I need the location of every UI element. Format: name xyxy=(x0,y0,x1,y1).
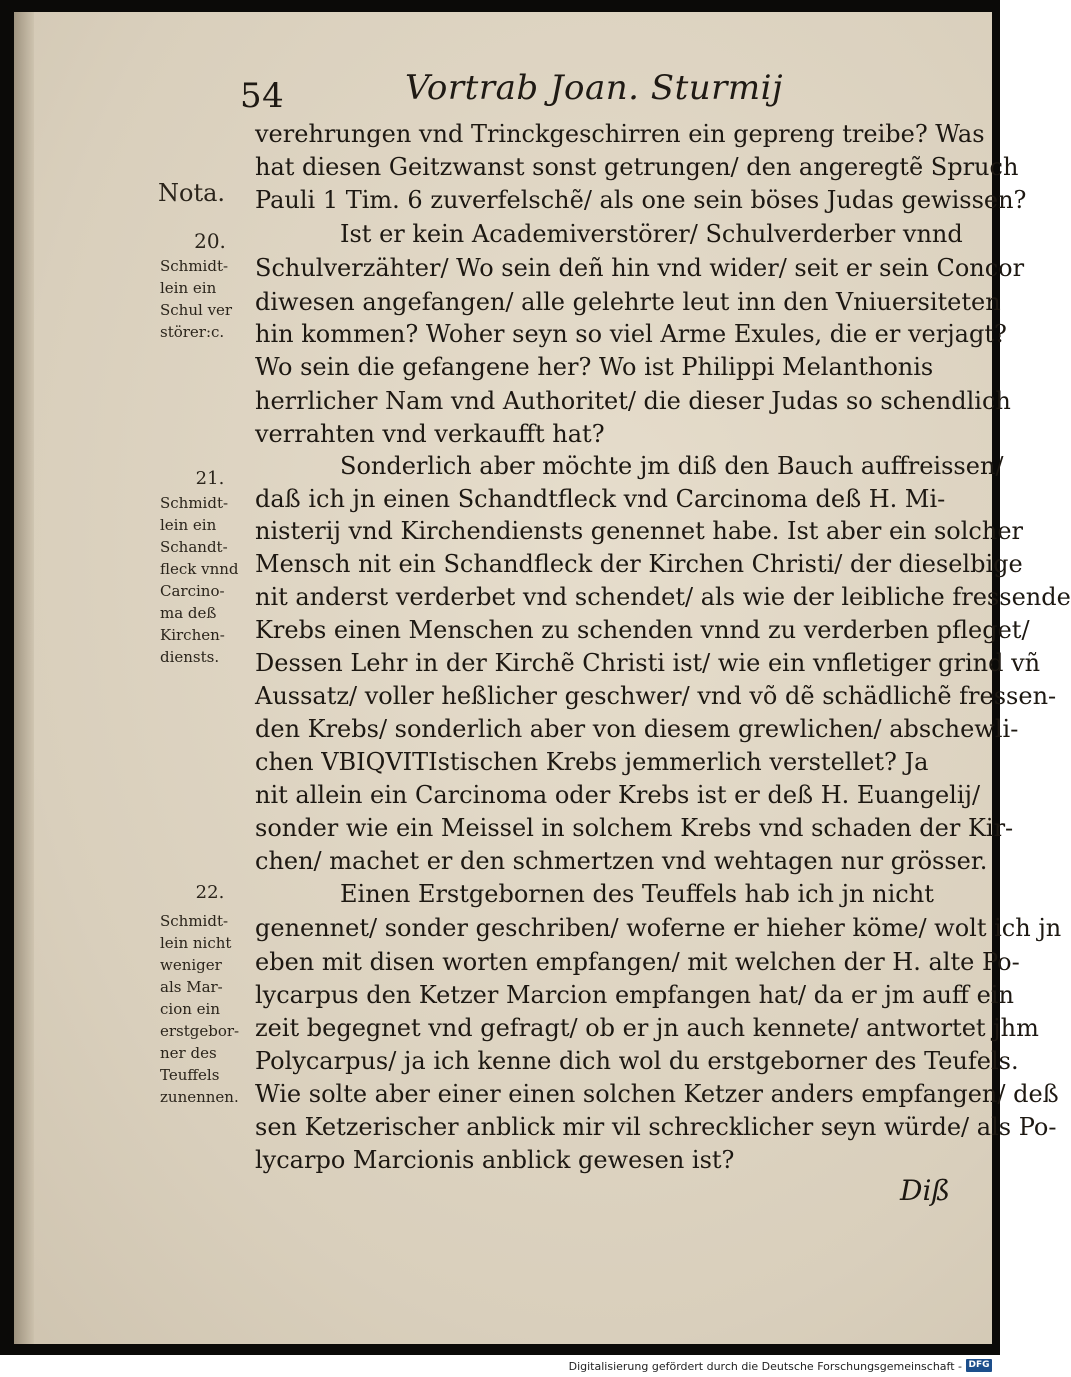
text-line: Pauli 1 Tim. 6 zuverfelschẽ/ als one sein böses Judas gewissen? xyxy=(255,186,1027,214)
margin-note-line: Kirchen- xyxy=(160,626,225,644)
text-line: verrahten vnd verkaufft hat? xyxy=(255,420,605,448)
text-line: Wie solte aber einer einen solchen Ketzer anders empfangen/ deß xyxy=(255,1080,1059,1108)
text-line: lycarpo Marcionis anblick gewesen ist? xyxy=(255,1146,735,1174)
margin-note-line: weniger xyxy=(160,956,222,974)
text-line: herrlicher Nam vnd Authoritet/ die dieser Judas so schendlich xyxy=(255,387,1011,415)
dfg-logo: DFG xyxy=(966,1359,992,1372)
margin-nota: Nota. xyxy=(158,179,226,207)
text-line: nit allein ein Carcinoma oder Krebs ist er deß H. Euangelij/ xyxy=(255,781,981,809)
margin-note-line: Teuffels xyxy=(160,1066,220,1084)
text-line: Aussatz/ voller heßlicher geschwer/ vnd võ dẽ schädlichẽ fressen- xyxy=(255,682,1057,710)
margin-note-line: lein nicht xyxy=(160,934,232,952)
text-line: lycarpus den Ketzer Marcion empfangen hat/ da er jm auff ein xyxy=(255,981,1014,1009)
text-line: genennet/ sonder geschriben/ woferne er hieher köme/ wolt ich jn xyxy=(255,914,1062,942)
footer-bar xyxy=(0,1355,1000,1377)
text-line: Krebs einen Menschen zu schenden vnnd zu verderben pfleget/ xyxy=(255,616,1030,644)
margin-number-21: 21. xyxy=(195,468,225,489)
margin-note-line: diensts. xyxy=(160,648,220,666)
text-line: Schulverzähter/ Wo sein deñ hin vnd wider/ seit er sein Concor xyxy=(255,254,1025,282)
margin-note-line: Schul ver xyxy=(160,301,233,319)
margin-note-line: Schmidt- xyxy=(160,912,229,930)
margin-note-line: lein ein xyxy=(160,516,217,534)
text-line: diwesen angefangen/ alle gelehrte leut inn den Vniuersiteten xyxy=(255,288,1001,316)
margin-note-line: erstgebor- xyxy=(160,1022,240,1040)
text-line: Einen Erstgebornen des Teuffels hab ich jn nicht xyxy=(340,880,934,908)
margin-number-22: 22. xyxy=(195,882,225,903)
margin-note-line: Schmidt- xyxy=(160,257,229,275)
text-line: den Krebs/ sonderlich aber von diesem grewlichen/ abschewli- xyxy=(255,715,1019,743)
margin-note-line: Schmidt- xyxy=(160,494,229,512)
text-line: Polycarpus/ ja ich kenne dich wol du erstgeborner des Teufels. xyxy=(255,1047,1019,1075)
margin-note-22 xyxy=(160,910,270,1108)
margin-note-20 xyxy=(160,255,270,343)
margin-note-line: ner des xyxy=(160,1044,217,1062)
margin-note-line: Carcino- xyxy=(160,582,225,600)
text-line: eben mit disen worten empfangen/ mit welchen der H. alte Po- xyxy=(255,948,1020,976)
margin-note-line: cion ein xyxy=(160,1000,220,1018)
text-line: daß ich jn einen Schandtfleck vnd Carcinoma deß H. Mi- xyxy=(255,485,946,513)
text-line: chen VBIQVITIstischen Krebs jemmerlich verstellet? Ja xyxy=(255,748,929,776)
text-line: nit anderst verderbet vnd schendet/ als wie der leibliche fressende xyxy=(255,583,1071,611)
margin-note-line: zunennen. xyxy=(160,1088,239,1106)
text-line: verehrungen vnd Trinckgeschirren ein gepreng treibe? Was xyxy=(255,120,985,148)
margin-note-line: Schandt- xyxy=(160,538,228,556)
text-line: Ist er kein Academiverstörer/ Schulverderber vnnd xyxy=(340,220,963,248)
running-title: Vortrab Joan. Sturmij xyxy=(405,68,784,108)
text-line: hat diesen Geitzwanst sonst getrungen/ den angeregtẽ Spruch xyxy=(255,153,1019,181)
text-line: hin kommen? Woher seyn so viel Arme Exules, die er verjagt? xyxy=(255,320,1007,348)
margin-note-line: störer:c. xyxy=(160,323,225,341)
text-line: Wo sein die gefangene her? Wo ist Philippi Melanthonis xyxy=(255,353,934,381)
text-line: sonder wie ein Meissel in solchem Krebs vnd schaden der Kir- xyxy=(255,814,1014,842)
page-header xyxy=(240,64,960,124)
funding-credit: Digitalisierung gefördert durch die Deutsche Forschungsgemeinschaft - xyxy=(568,1360,962,1373)
text-line: nisterij vnd Kirchendiensts genennet habe. Ist aber ein solcher xyxy=(255,517,1023,545)
text-line: sen Ketzerischer anblick mir vil schrecklicher seyn würde/ als Po- xyxy=(255,1113,1057,1141)
text-line: Mensch nit ein Schandfleck der Kirchen Christi/ der dieselbige xyxy=(255,550,1023,578)
margin-note-line: als Mar- xyxy=(160,978,223,996)
margin-note-21 xyxy=(160,492,270,668)
page-gutter-shadow xyxy=(14,12,34,1344)
margin-note-line: lein ein xyxy=(160,279,217,297)
margin-note-line: fleck vnnd xyxy=(160,560,239,578)
text-line: chen/ machet er den schmertzen vnd wehtagen nur grösser. xyxy=(255,847,988,875)
text-line: zeit begegnet vnd gefragt/ ob er jn auch kennete/ antwortet jhm xyxy=(255,1014,1039,1042)
margin-note-line: ma deß xyxy=(160,604,217,622)
text-line: Dessen Lehr in der Kirchẽ Christi ist/ wie ein vnfletiger grind vñ xyxy=(255,649,1041,677)
catchword: Diß xyxy=(900,1174,951,1207)
text-line: Sonderlich aber möchte jm diß den Bauch auffreissen/ xyxy=(340,452,1004,480)
page-number: 54 xyxy=(240,76,285,116)
margin-number-20: 20. xyxy=(194,229,226,253)
